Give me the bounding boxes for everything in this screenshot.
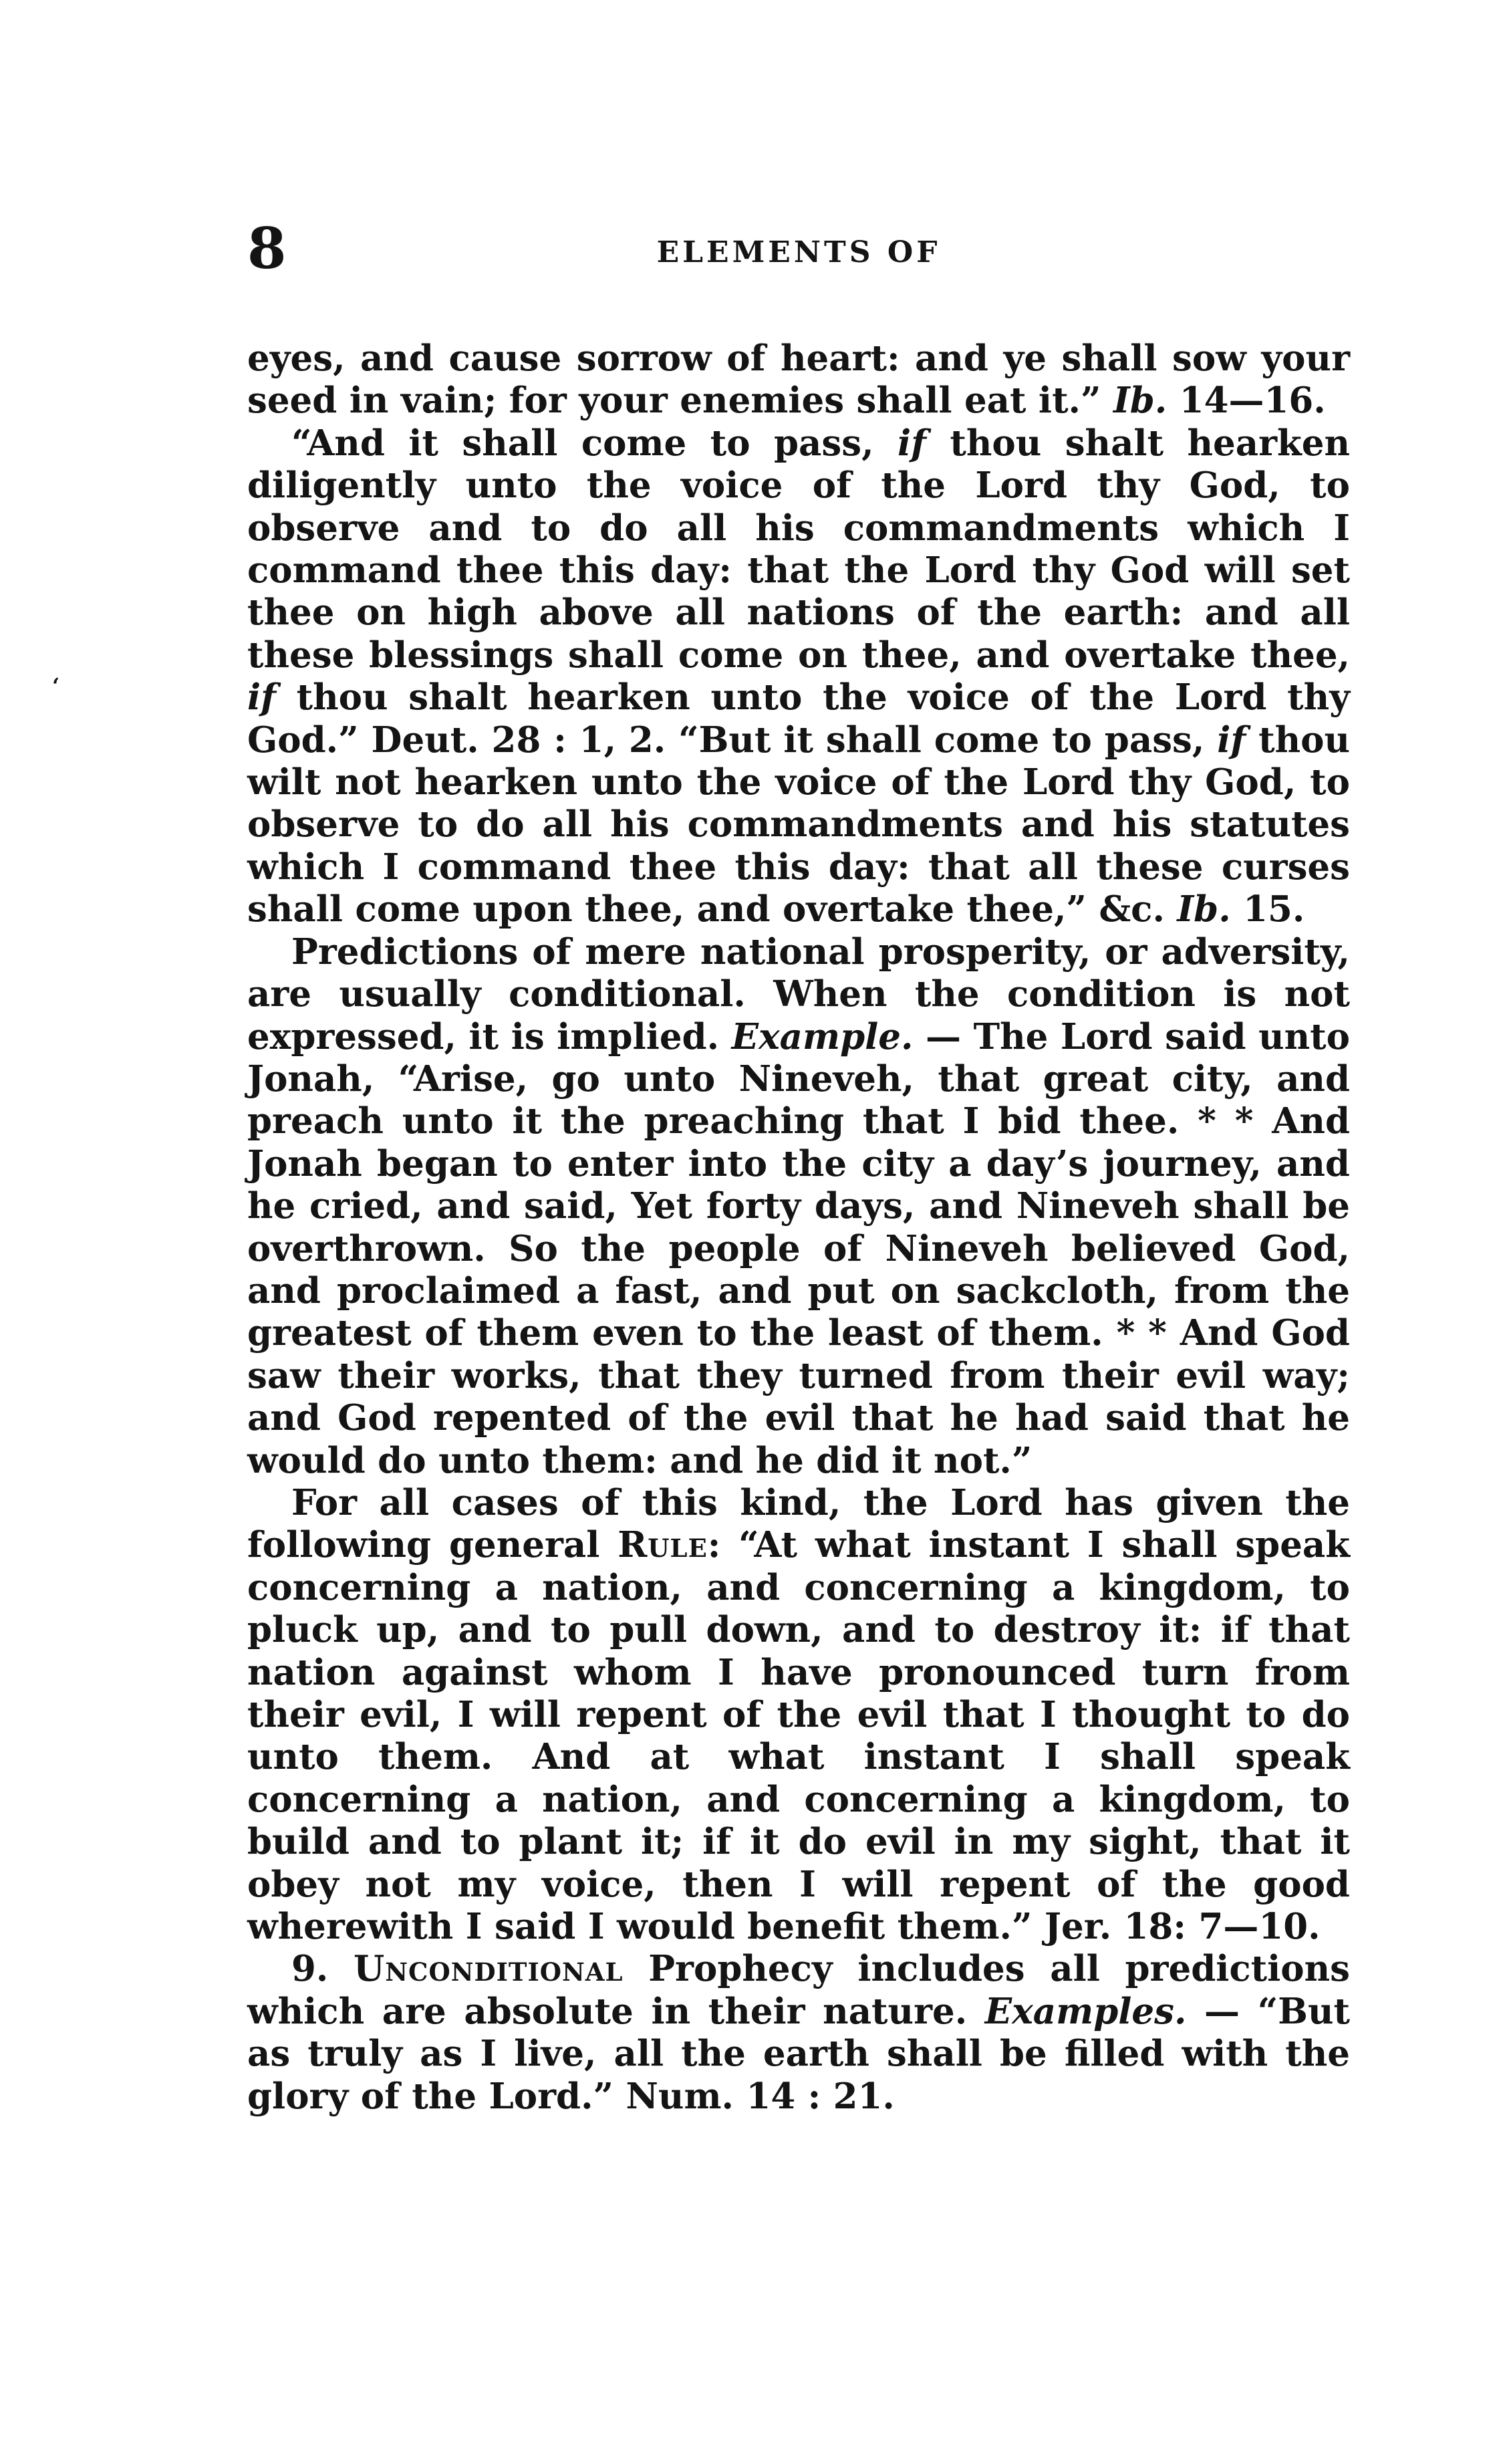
reference-ib: Ib. xyxy=(1177,888,1231,931)
reference-tail: 14—16. xyxy=(1167,380,1326,422)
paragraph-continuation xyxy=(247,338,1350,422)
text-segment: thou shalt hearken diligently unto the voice of the Lord thy God, to observe and to do all his commandments which I command thee this day: that the Lord thy God will set thee on high above all nations of the earth: and all these blessings shall come on thee, and overtake thee, xyxy=(247,422,1350,676)
text-segment: “And it shall come to pass, xyxy=(291,422,898,464)
section-number: 9. xyxy=(291,1948,354,1990)
body-text xyxy=(247,338,1350,2118)
paragraph-deuteronomy xyxy=(247,422,1350,931)
text-segment: thou shalt hearken unto the voice of the Lord thy God.” Deut. 28 : 1, 2. “But it shall come to pass, xyxy=(247,676,1350,761)
text-segment: Prophecy includes all predictions which are absolute in their nature. xyxy=(247,1948,1350,2032)
paragraph-text: eyes, and cause sorrow of heart: and ye shall sow your seed in vain; for your enemies shall eat it.” xyxy=(247,338,1350,422)
italic-if: if xyxy=(897,422,926,464)
text-segment: — “But as truly as I live, all the earth shall be filled with the glory of the Lord.” Num. 14 : 21. xyxy=(247,1990,1350,2117)
paragraph-rule xyxy=(247,1482,1350,1948)
italic-if: if xyxy=(247,676,276,719)
margin-mark: ‘ xyxy=(52,673,60,699)
text-segment: : “At what instant I shall speak concerning a nation, and concerning a kingdom, to pluck up, and to pull down, and to destroy it: if that nation against whom I have pronounced turn from their evil, I will repent of the evil that I thought to do unto them. And at what instant I shall speak concerning a nation, and concerning a kingdom, to build and to plant it; if it do evil in my sight, that it obey not my voice, then I will repent of the good wherewith I said I would benefit them.” Jer. 18: 7—10. xyxy=(247,1524,1350,1948)
paragraph-jonah xyxy=(247,931,1350,1482)
reference-tail: 15. xyxy=(1230,888,1305,931)
italic-example: Example. xyxy=(731,1015,914,1058)
text-segment: For all cases of this kind, the Lord has given the following general xyxy=(247,1481,1350,1566)
reference-ib: Ib. xyxy=(1113,380,1168,422)
italic-examples: Examples. xyxy=(984,1990,1187,2032)
small-caps-rule: Rule xyxy=(618,1524,708,1566)
page-header xyxy=(247,215,1350,287)
italic-if: if xyxy=(1217,719,1246,761)
text-segment: — The Lord said unto Jonah, “Arise, go unto Nineveh, that great city, and preach unto it the preaching that I bid thee. * * And Jonah began to enter into the city a day’s journey, and he cried, and said, Yet forty days, and Nineveh shall be overthrown. So the people of Nineveh believed God, and proclaimed a fast, and put on sackcloth, from the greatest of them even to the least of them. * * And God saw their works, that they turned from their evil way; and God repented of the evil that he had said that he would do unto them: and he did it not.” xyxy=(247,1015,1350,1481)
text-segment: Predictions of mere national prosperity, or adversity, are usually conditional. When the condition is not expressed, it is implied. xyxy=(247,931,1350,1058)
paragraph-unconditional xyxy=(247,1948,1350,2118)
running-head: ELEMENTS OF xyxy=(656,235,941,269)
text-segment: thou wilt not hearken unto the voice of the Lord thy God, to observe to do all his commandments and his statutes which I command thee this day: that all these curses shall come upon thee, and overtake thee,” &c. xyxy=(247,719,1350,931)
small-caps-term: Unconditional xyxy=(353,1948,624,1990)
page-number: 8 xyxy=(247,215,287,281)
